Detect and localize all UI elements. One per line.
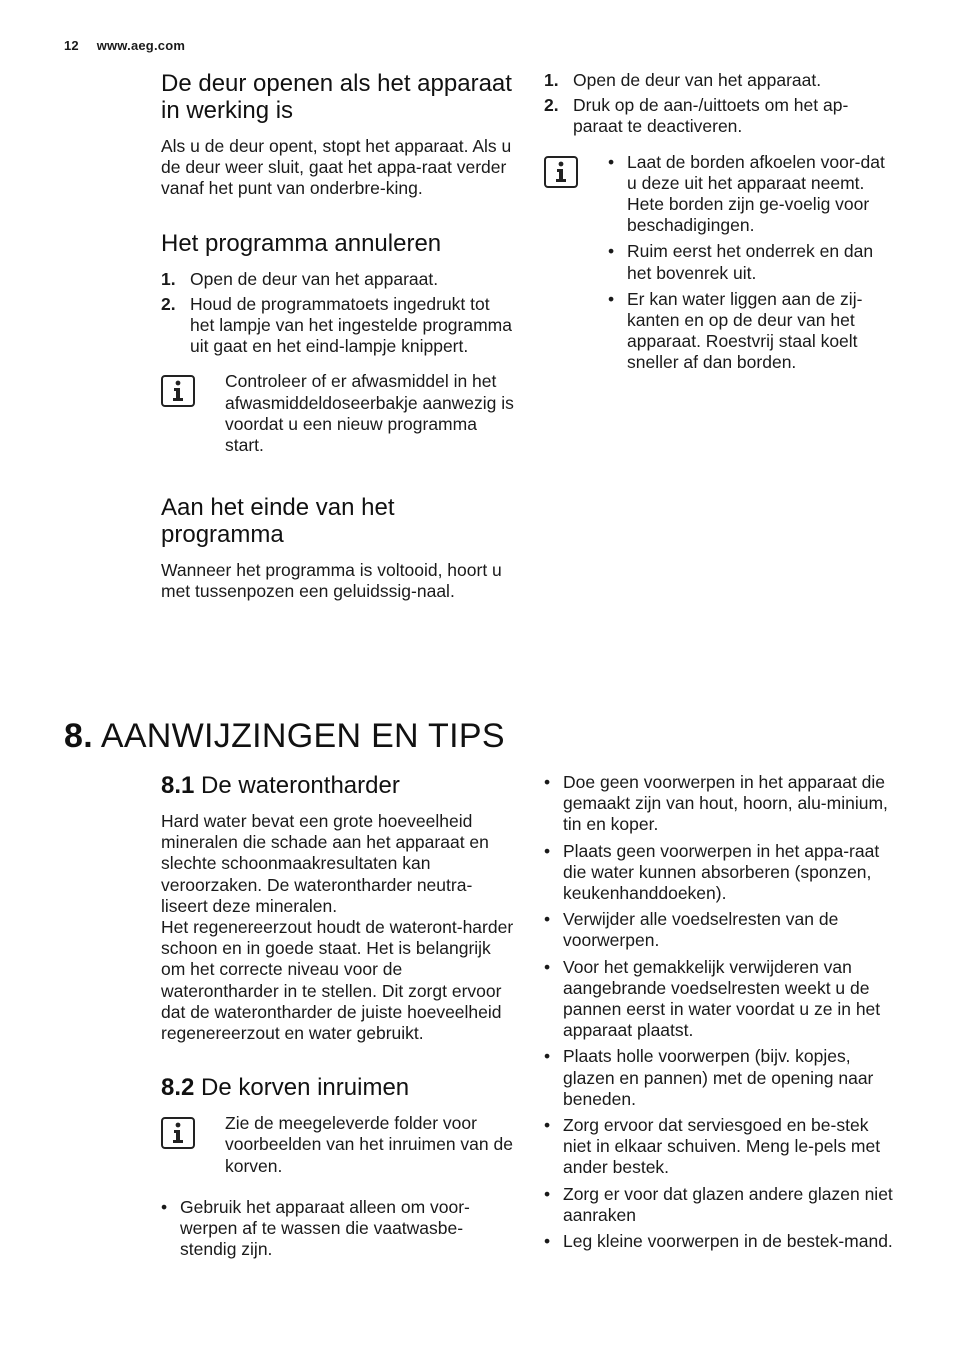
page-header [64,38,185,53]
chapter-title-text: AANWIJZINGEN EN TIPS [100,717,505,755]
step: 2. Druk op de aan-/uittoets om het ap-paraat te deactiveren. [544,95,849,137]
upper-right-column [544,70,894,379]
info-note [544,152,894,379]
list-item: • Plaats geen voorwerpen in het appa-raat die water kunnen absorberen (sponzen, keukenhanddoeken). [544,841,894,905]
info-note-text: Zie de meegeleverde folder voor voorbeelden van het inruimen van de korven. [225,1113,513,1176]
list-item: • Doe geen voorwerpen in het apparaat die gemaakt zijn van hout, hoorn, alu-minium, tin en koper. [544,772,894,836]
step: 1. Open de deur van het apparaat. [544,70,822,90]
end-steps [544,70,894,138]
upper-left-column [161,70,516,603]
section-title-water-softener: 8.1 De waterontharder [161,772,400,799]
info-note-text [608,152,894,379]
info-note [161,371,516,456]
list-item: • Zorg ervoor dat serviesgoed en be-stek niet in elkaar schuiven. Meng le-pels met ander bestek. [544,1115,894,1179]
chapter-number: 8. [64,717,93,755]
page-number: 12 [64,38,79,53]
loading-bullets [161,1197,516,1261]
section-title-cancel-program: Het programma annuleren [161,229,442,257]
list-item: • Voor het gemakkelijk verwijderen van aangebrande voedselresten weekt u de pannen eerst in water voordat u ze in het apparaat plaatst. [544,957,894,1042]
info-note-text: Controleer of er afwasmiddel in het afwasmiddeldoseerbakje aanwezig is voordat u een nieuw programma start. [225,371,514,456]
info-icon [544,156,578,188]
list-item: • Er kan water liggen aan de zij-kanten en op de deur van het apparaat. Roestvrij staal koelt sneller af dan borden. [608,289,894,374]
chapter-title [64,716,505,756]
section-title-door-open: De deur openen als het apparaat in werking is [161,70,512,124]
info-icon [161,1117,195,1149]
section-title-end-program: Aan het einde van het programma [161,494,395,549]
water-softener-text-2: Het regenereerzout houdt de wateront-harder schoon en in goede staat. Het is belangrijk om het correcte niveau voor de waterontharder in te stellen. Dit zorgt ervoor dat de waterontharder de juiste hoeveelheid regenereerzout en water gebruikt. [161,917,514,1044]
website-url: www.aeg.com [96,38,186,53]
list-item: • Leg kleine voorwerpen in de bestek-mand. [544,1231,894,1252]
end-program-text: Wanneer het programma is voltooid, hoort u met tussenpozen een geluidssig-naal. [161,560,502,602]
step: 1. Open de deur van het apparaat. [161,268,439,289]
tips-bullets [544,772,894,1252]
list-item: • Gebruik het apparaat alleen om voor-werpen af te wassen die vaatwasbe-stendig zijn. [161,1197,516,1261]
door-open-text: Als u de deur opent, stopt het apparaat. Als u de deur weer sluit, gaat het appa-raat verder vanaf het punt van onderbre-king. [161,136,512,199]
lower-right-column [544,772,894,1257]
step: 2. Houd de programmatoets ingedrukt tot het lampje van het ingestelde programma uit gaat en het eind-lampje knippert. [161,293,512,357]
note-bullets [608,152,894,374]
water-softener-text-1: Hard water bevat een grote hoeveelheid mineralen die schade aan het apparaat en slechte schoonmaakresultaten kan veroorzaken. De waterontharder neutra-liseert deze mineralen. [161,811,489,916]
lower-left-column [161,772,516,1265]
list-item: • Plaats holle voorwerpen (bijv. kopjes, glazen en pannen) met de opening naar beneden. [544,1046,894,1110]
info-icon [161,375,195,407]
list-item: • Zorg er voor dat glazen andere glazen niet aanraken [544,1184,894,1226]
list-item: • Laat de borden afkoelen voor-dat u deze uit het apparaat neemt. Hete borden zijn ge-voelig voor beschadigingen. [608,152,894,237]
cancel-steps [161,269,516,358]
list-item: • Verwijder alle voedselresten van de voorwerpen. [544,909,894,951]
info-note [161,1113,516,1177]
section-title-loading-baskets: 8.2 De korven inruimen [161,1074,410,1102]
list-item: • Ruim eerst het onderrek en dan het bovenrek uit. [608,241,894,283]
